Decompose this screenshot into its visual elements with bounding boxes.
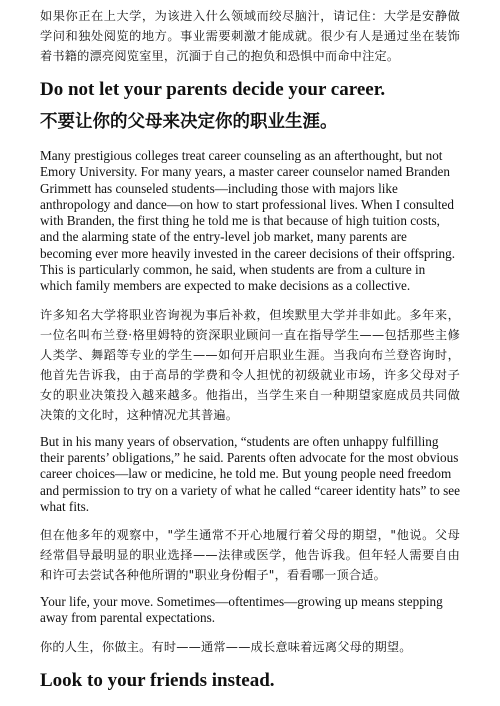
paragraph-1-en: Many prestigious colleges treat career counseling as an afterthought, but not Emory University. For many years, a master career counselor named Branden Grimmett has counseled students—including those with majors like anthropology and dance—on how to start professional lives. When I consulted with Branden, the first thing he told me is that because of high tuition costs, and the alarming state of the entry-level job market, many parents are becoming ever more heavily invested in the career decisions of their offspring. This is particularly common, he said, when students are from a culture in which family members are expected to make decisions as a collective. <box>40 148 456 294</box>
paragraph-2-en: But in his many years of observation, “students are often unhappy fulfilling their parents’ obligations,” he said. Parents often advocate for the most obvious career choices—law or medicine, he told me. But young people need freedom and permission to try on a variety of what he called “career identity hats” to see what fits. <box>40 433 461 514</box>
paragraph-2-zh: 但在他多年的观察中，"学生通常不开心地履行着父母的期望，"他说。父母经常倡导最明显的职业选择——法律或医学，他告诉我。但年轻人需要自由和许可去尝试各种他所谓的"职业身份帽子"，看看哪一顶合适。 <box>40 528 460 583</box>
section-heading-zh: 不要让你的父母来决定你的职业生涯。 <box>40 112 338 132</box>
section-heading-en: Do not let your parents decide your career. <box>40 79 386 100</box>
section-heading-2-en: Look to your friends instead. <box>40 669 275 691</box>
intro-paragraph-zh: 如果你正在上大学，为该进入什么领域而绞尽脑汁，请记住：大学是安静做学问和独处阅览的地方。事业需要刺激才能成就。很少有人是通过坐在装饰着书籍的漂亮阅览室里，沉湎于自己的抱负和恐惧中而命中注定。 <box>40 9 460 63</box>
paragraph-1-zh: 许多知名大学将职业咨询视为事后补救，但埃默里大学并非如此。多年来，一位名叫布兰登·格里姆特的资深职业顾问一直在指导学生——包括那些主修人类学、舞蹈等专业的学生——如何开启职业生涯。当我向布兰登咨询时，他首先告诉我，由于高昂的学费和令人担忧的初级就业市场，许多父母对子女的职业决策投入越来越多。他指出，当学生来自一种期望家庭成员共同做决策的文化时，这种情况尤其普遍。 <box>40 307 460 422</box>
paragraph-3-zh: 你的人生，你做主。有时——通常——成长意味着远离父母的期望。 <box>40 639 412 654</box>
paragraph-3-en: Your life, your move. Sometimes—oftentimes—growing up means stepping away from parental expectations. <box>40 594 443 626</box>
